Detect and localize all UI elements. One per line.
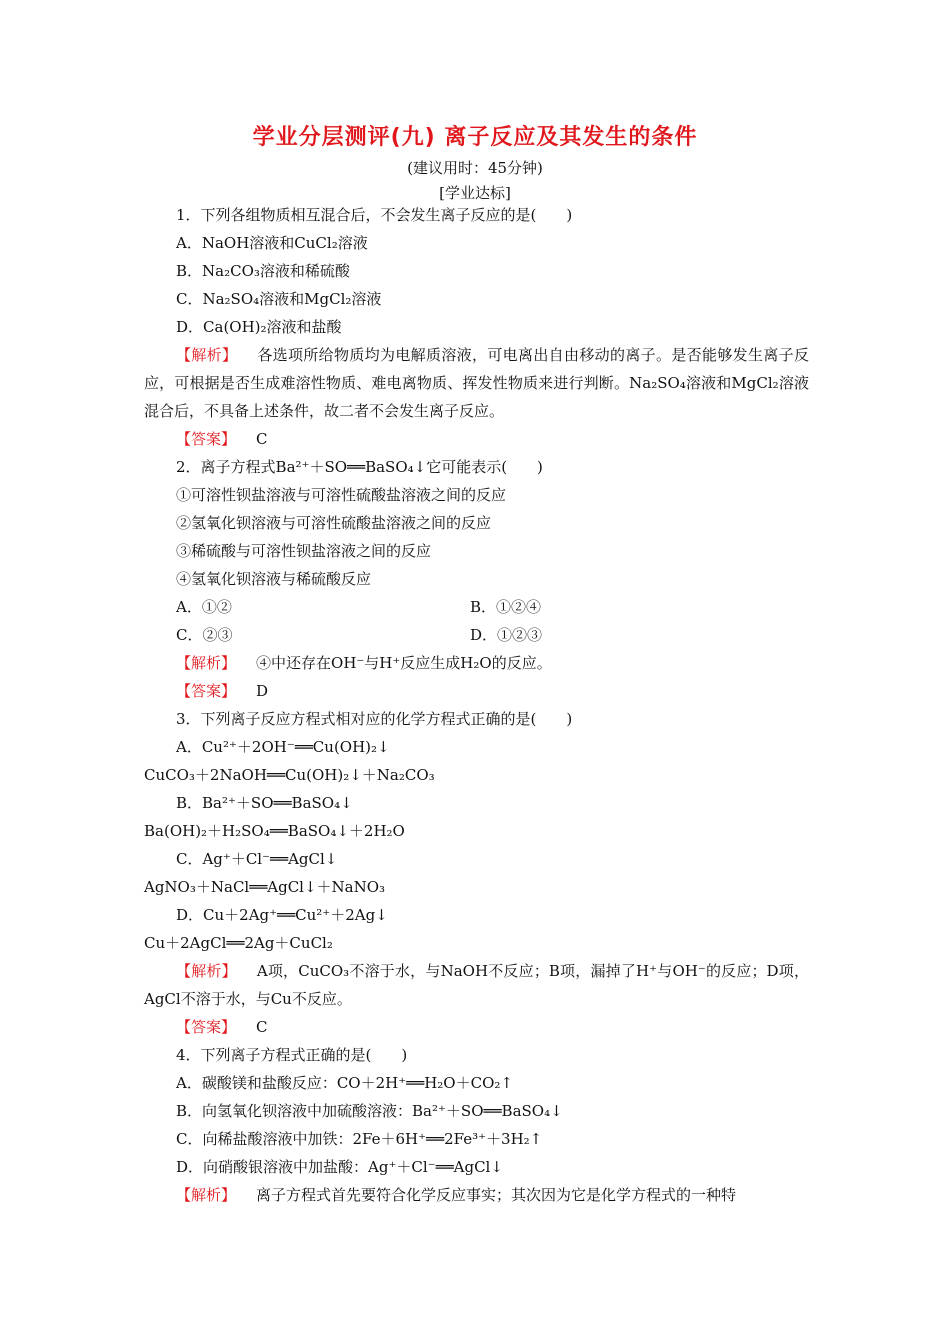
q3-option-a-chemical: CuCO₃＋2NaOH══Cu(OH)₂↓＋Na₂CO₃: [144, 766, 435, 784]
q1-analysis: [144, 341, 809, 425]
q1-option-b: B．Na₂CO₃溶液和稀硫酸: [176, 262, 350, 280]
q3-option-d-ionic: D．Cu＋2Ag⁺══Cu²⁺＋2Ag↓: [176, 906, 388, 924]
q1-analysis-text: 各选项所给物质均为电解质溶液，可电离出自由移动的离子。是否能够发生离子反应，可根据是否生成难溶性物质、难电离物质、挥发性物质来进行判断。Na₂SO₄溶液和MgCl₂溶液混合后，不具备上述条件，故二者不会发生离子反应。: [144, 346, 809, 420]
question-2-stem: 2．离子方程式Ba²⁺＋SO══BaSO₄↓它可能表示( ): [176, 458, 543, 476]
question-3-stem: 3．下列离子反应方程式相对应的化学方程式正确的是( ): [176, 710, 573, 728]
q3-option-b-chemical: Ba(OH)₂＋H₂SO₄══BaSO₄↓＋2H₂O: [144, 822, 405, 840]
q1-answer-value: C: [256, 430, 268, 448]
q2-options-row-1: [144, 593, 809, 621]
q1-answer: [144, 425, 809, 453]
q3-answer-value: C: [256, 1018, 268, 1036]
q3-option-d-chemical: Cu＋2AgCl══2Ag＋CuCl₂: [144, 934, 333, 952]
q2-item-3: ③稀硫酸与可溶性钡盐溶液之间的反应: [176, 542, 432, 560]
q1-option-d: D．Ca(OH)₂溶液和盐酸: [176, 318, 342, 336]
q1-option-c: C．Na₂SO₄溶液和MgCl₂溶液: [176, 290, 382, 308]
q3-option-c-ionic: C．Ag⁺＋Cl⁻══AgCl↓: [176, 850, 338, 868]
analysis-label: 【解析】: [176, 654, 237, 672]
q2-analysis: [144, 649, 809, 677]
q3-option-a-ionic: A．Cu²⁺＋2OH⁻══Cu(OH)₂↓: [176, 738, 390, 756]
q4-option-c: C．向稀盐酸溶液中加铁：2Fe＋6H⁺══2Fe³⁺＋3H₂↑: [176, 1130, 543, 1148]
question-list: [144, 201, 809, 1209]
q2-item-4: ④氢氧化钡溶液与稀硫酸反应: [176, 570, 372, 588]
q3-option-b-ionic: B．Ba²⁺＋SO══BaSO₄↓: [176, 794, 353, 812]
q3-analysis-text: A项，CuCO₃不溶于水，与NaOH不反应；B项，漏掉了H⁺与OH⁻的反应；D项，AgCl不溶于水，与Cu不反应。: [144, 962, 809, 1008]
q2-answer: [144, 677, 809, 705]
q4-analysis-text: 离子方程式首先要符合化学反应事实；其次因为它是化学方程式的一种特: [256, 1186, 737, 1204]
q2-option-a: A．①②: [176, 598, 232, 616]
q2-options-row-2: [144, 621, 809, 649]
q3-option-c-chemical: AgNO₃＋NaCl══AgCl↓＋NaNO₃: [144, 878, 386, 896]
question-1-stem: 1．下列各组物质相互混合后，不会发生离子反应的是( ): [176, 206, 573, 224]
analysis-label: 【解析】: [176, 1186, 237, 1204]
analysis-label: 【解析】: [176, 346, 238, 364]
q2-option-d: D．①②③: [470, 626, 543, 644]
analysis-label: 【解析】: [176, 962, 237, 980]
q2-item-2: ②氢氧化钡溶液与可溶性硫酸盐溶液之间的反应: [176, 514, 492, 532]
q1-option-a: A．NaOH溶液和CuCl₂溶液: [176, 234, 368, 252]
q2-analysis-text: ④中还存在OH⁻与H⁺反应生成H₂O的反应。: [256, 654, 552, 672]
q4-analysis: [144, 1181, 809, 1209]
time-hint: (建议用时：45分钟): [407, 159, 543, 177]
q3-answer: [144, 1013, 809, 1041]
q4-option-b: B．向氢氧化钡溶液中加硫酸溶液：Ba²⁺＋SO══BaSO₄↓: [176, 1102, 563, 1120]
answer-label: 【答案】: [176, 682, 237, 700]
q4-option-d: D．向硝酸银溶液中加盐酸：Ag⁺＋Cl⁻══AgCl↓: [176, 1158, 503, 1176]
q2-option-b: B．①②④: [470, 598, 542, 616]
section-heading: [学业达标]: [439, 184, 511, 202]
q2-option-c: C．②③: [176, 626, 233, 644]
question-4-stem: 4．下列离子方程式正确的是( ): [176, 1046, 408, 1064]
page-title: 学业分层测评(九) 离子反应及其发生的条件: [252, 125, 698, 150]
q4-option-a: A．碳酸镁和盐酸反应：CO＋2H⁺══H₂O＋CO₂↑: [176, 1074, 513, 1092]
answer-label: 【答案】: [176, 1018, 237, 1036]
answer-label: 【答案】: [176, 430, 237, 448]
q2-answer-value: D: [256, 682, 269, 700]
q2-item-1: ①可溶性钡盐溶液与可溶性硫酸盐溶液之间的反应: [176, 486, 507, 504]
q3-analysis: [144, 957, 809, 1013]
